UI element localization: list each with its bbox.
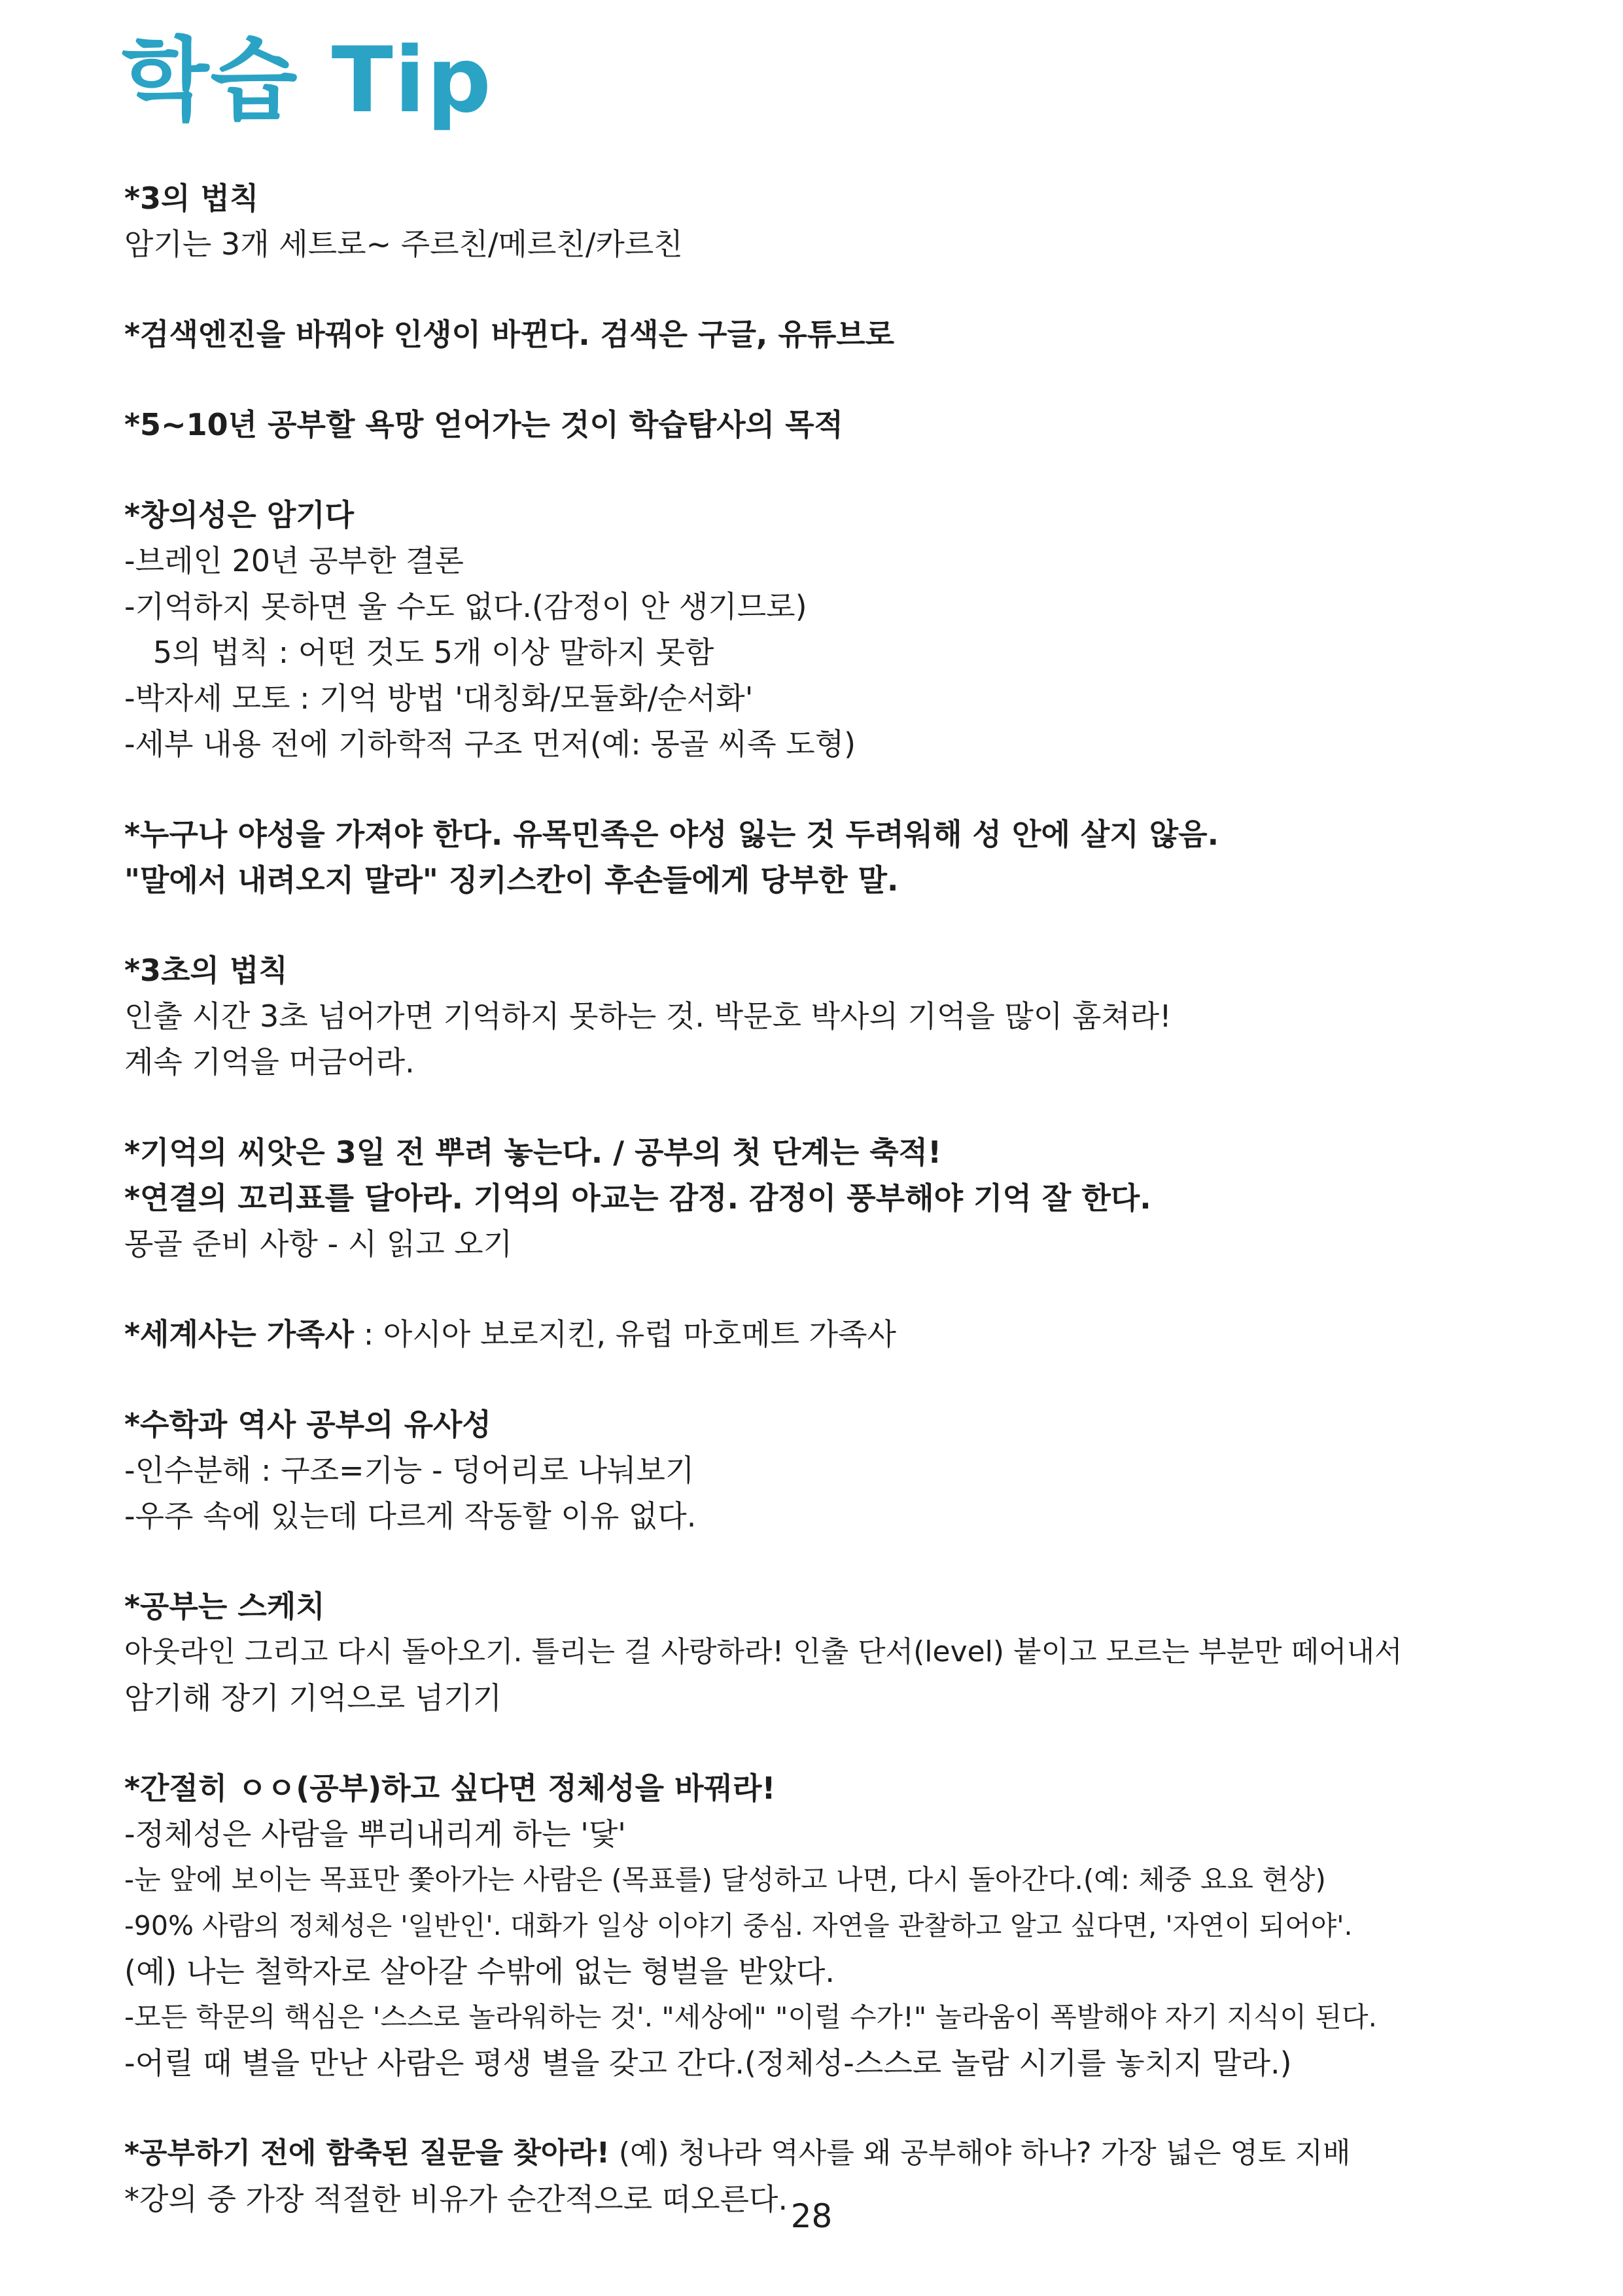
text-line: 아웃라인 그리고 다시 돌아오기. 틀리는 걸 사랑하라! 인출 단서(level) 붙이고 모르는 부분만 떼어내서	[124, 1635, 1403, 1669]
text-line: -눈 앞에 보이는 목표만 쫓아가는 사람은 (목표를) 달성하고 나면, 다시 돌아간다.(예: 체중 요요 현상)	[124, 1863, 1326, 1896]
text-line: (예) 나는 철학자로 살아갈 수밖에 없는 형벌을 받았다.	[124, 1954, 835, 1989]
text-line: -박자세 모토 : 기억 방법 '대칭화/모듈화/순서화'	[124, 680, 754, 716]
text-line: 암기는 3개 세트로~ 주르친/메르친/카르친	[124, 226, 683, 262]
text-line: *연결의 꼬리표를 달아라. 기억의 아교는 감정. 감정이 풍부해야 기억 잘 한다.	[124, 1180, 1151, 1216]
text-line: -우주 속에 있는데 다르게 작동할 이유 없다.	[124, 1498, 697, 1534]
text-line: 계속 기억을 머금어라.	[124, 1044, 415, 1080]
text-line: *누구나 야성을 가져야 한다. 유목민족은 야성 잃는 것 두려워해 성 안에 살지 않음.	[124, 817, 1219, 852]
text-line: -세부 내용 전에 기하학적 구조 먼저(예: 몽골 씨족 도형)	[124, 726, 856, 762]
text-line: *간절히 ㅇㅇ(공부)하고 싶다면 정체성을 바꿔라!	[124, 1771, 776, 1806]
text-line: 암기해 장기 기억으로 넘기기	[124, 1680, 502, 1716]
text-line: -기억하지 못하면 울 수도 없다.(감정이 안 생기므로)	[124, 589, 807, 624]
text-line: *공부는 스케치	[124, 1589, 325, 1624]
text-line: *검색엔진을 바꿔야 인생이 바뀐다. 검색은 구글, 유튜브로	[124, 317, 895, 352]
text-line: -어릴 때 별을 만난 사람은 평생 별을 갖고 간다.(정체성-스스로 놀람 시기를 놓치지 말라.)	[124, 2045, 1292, 2081]
text-line: *공부하기 전에 함축된 질문을 찾아라! (예) 청나라 역사를 왜 공부해야 하나? 가장 넓은 영토 지배	[124, 2136, 1351, 2170]
text-line: 5의 법칙 : 어떤 것도 5개 이상 말하지 못함	[124, 635, 714, 670]
page-number: 28	[790, 2197, 833, 2235]
text-line: 몽골 준비 사항 - 시 읽고 오기	[124, 1226, 513, 1262]
text-line: *강의 중 가장 적절한 비유가 순간적으로 떠오른다.	[124, 2181, 788, 2217]
text-line: *세계사는 가족사 : 아시아 보로지킨, 유럽 마호메트 가족사	[124, 1316, 896, 1352]
text-line: -모든 학문의 핵심은 '스스로 놀라워하는 것'. "세상에" "이럴 수가!" 놀라움이 폭발해야 자기 지식이 된다.	[124, 2001, 1377, 2033]
text-line: -브레인 20년 공부한 결론	[124, 543, 464, 578]
text-line: 인출 시간 3초 넘어가면 기억하지 못하는 것. 박문호 박사의 기억을 많이 훔쳐라!	[124, 998, 1172, 1034]
text-line: *기억의 씨앗은 3일 전 뿌려 놓는다. / 공부의 첫 단계는 축적!	[124, 1135, 942, 1170]
text-line: *수학과 역사 공부의 유사성	[124, 1407, 491, 1442]
text-line: *3초의 법칙	[124, 953, 288, 988]
text-line: "말에서 내려오지 말라" 징키스칸이 후손들에게 당부한 말.	[124, 862, 899, 898]
text-line: -90% 사람의 정체성은 '일반인'. 대화가 일상 이야기 중심. 자연을 관찰하고 알고 싶다면, '자연이 되어야'.	[124, 1910, 1353, 1941]
text-line: -정체성은 사람을 뿌리내리게 하는 '닻'	[124, 1816, 626, 1852]
text-line: -인수분해 : 구조=기능 - 덩어리로 나눠보기	[124, 1453, 695, 1488]
page-title: 학습 Tip	[122, 27, 493, 133]
text-line: *3의 법칙	[124, 181, 259, 216]
text-line: *창의성은 암기다	[124, 497, 355, 533]
text-line: *5~10년 공부할 욕망 얻어가는 것이 학습탐사의 목적	[124, 407, 843, 442]
